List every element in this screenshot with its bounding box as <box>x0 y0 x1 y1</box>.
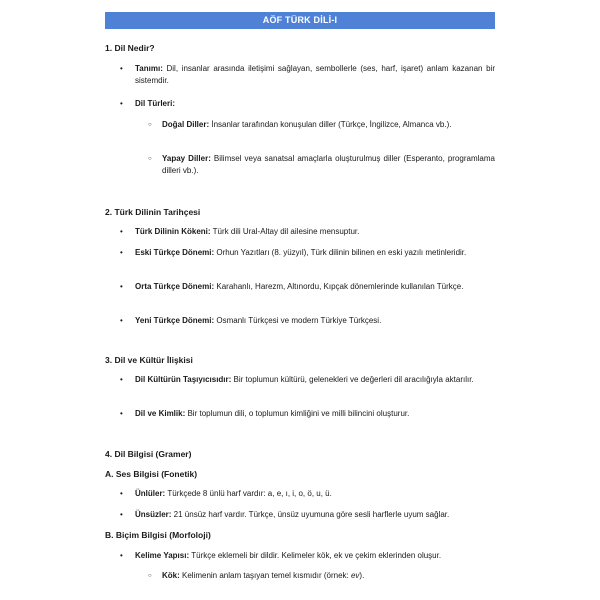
bullet-icon: • <box>120 409 123 418</box>
list-item-unluler <box>120 488 495 500</box>
term-kok: Kök: <box>162 571 180 580</box>
text-eski: Orhun Yazıtları (8. yüzyıl), Türk dilinin bilinen en eski yazılı metinleridir. <box>214 248 467 257</box>
term-dogal: Doğal Diller: <box>162 120 210 129</box>
term-kelime: Kelime Yapısı: <box>135 551 190 560</box>
term-koken: Türk Dilinin Kökeni: <box>135 227 211 236</box>
term-tanim: Tanımı: <box>135 64 163 73</box>
document-page <box>105 12 495 29</box>
list-item-dil-turleri <box>120 98 495 110</box>
text-yapay: Bilimsel veya sanatsal amaçlarla oluşturulmuş diller (Esperanto, programlama dilleri vb.). <box>162 154 495 175</box>
section-2-heading: 2. Türk Dilinin Tarihçesi <box>105 207 201 217</box>
list-item-tasiyici <box>120 374 495 386</box>
section-3-heading: 3. Dil ve Kültür İlişkisi <box>105 355 193 365</box>
bullet-icon: • <box>120 489 123 498</box>
term-yapay: Yapay Diller: <box>162 154 211 163</box>
bullet-icon: • <box>120 551 123 560</box>
document-title: AÖF TÜRK DİLİ-I <box>105 12 495 29</box>
text-tanim: Dil, insanlar arasında iletişimi sağlayan, sembollerle (ses, harf, işaret) anlam kazanan bir sistemdir. <box>135 64 495 85</box>
list-item-kok <box>148 570 495 582</box>
bullet-icon: • <box>120 375 123 384</box>
term-dil-turleri: Dil Türleri: <box>135 99 176 108</box>
circle-bullet-icon: ○ <box>148 573 152 579</box>
term-kimlik: Dil ve Kimlik: <box>135 409 186 418</box>
term-eski: Eski Türkçe Dönemi: <box>135 248 215 257</box>
text-yeni: Osmanlı Türkçesi ve modern Türkiye Türkçesi. <box>214 316 382 325</box>
list-item-yeni-turkce <box>120 315 495 327</box>
list-item-dogal-diller <box>148 119 495 131</box>
term-yeni: Yeni Türkçe Dönemi: <box>135 316 215 325</box>
bullet-icon: • <box>120 248 123 257</box>
list-item-orta-turkce <box>120 281 495 293</box>
bullet-icon: • <box>120 510 123 519</box>
list-item-kimlik <box>120 408 495 420</box>
bullet-icon: • <box>120 99 123 108</box>
term-unsuzler: Ünsüzler: <box>135 510 172 519</box>
bullet-icon: • <box>120 282 123 291</box>
list-item-koken <box>120 226 495 238</box>
circle-bullet-icon: ○ <box>148 156 152 162</box>
text-unluler: Türkçede 8 ünlü harf vardır: a, e, ı, i, o, ö, u, ü. <box>165 489 332 498</box>
list-item-kelime-yapisi <box>120 550 495 562</box>
section-1-heading: 1. Dil Nedir? <box>105 43 155 53</box>
text-unsuzler: 21 ünsüz harf vardır. Türkçe, ünsüz uyumuna göre sesli harflerle uyum sağlar. <box>171 510 450 519</box>
text-kok-tail: ). <box>359 571 365 580</box>
section-4-heading: 4. Dil Bilgisi (Gramer) <box>105 449 192 459</box>
text-kelime: Türkçe eklemeli bir dildir. Kelimeler kök, ek ve çekim eklerinden oluşur. <box>189 551 442 560</box>
circle-bullet-icon: ○ <box>148 122 152 128</box>
list-item-eski-turkce <box>120 247 495 259</box>
bullet-icon: • <box>120 227 123 236</box>
list-item-tanim <box>120 63 495 87</box>
text-kok: Kelimenin anlam taşıyan temel kısmıdır (örnek: <box>179 571 351 580</box>
bullet-icon: • <box>120 316 123 325</box>
text-koken: Türk dili Ural-Altay dil ailesine mensuptur. <box>210 227 360 236</box>
text-dogal: İnsanlar tarafından konuşulan diller (Türkçe, İngilizce, Almanca vb.). <box>209 120 452 129</box>
text-tasiyici: Bir toplumun kültürü, gelenekleri ve değerleri dil aracılığıyla aktarılır. <box>231 375 474 384</box>
term-unluler: Ünlüler: <box>135 489 166 498</box>
term-tasiyici: Dil Kültürün Taşıyıcısıdır: <box>135 375 232 384</box>
list-item-yapay-diller <box>148 153 495 177</box>
text-kimlik: Bir toplumun dili, o toplumun kimliğini ve milli bilincini oluşturur. <box>185 409 410 418</box>
subsection-bicim-bilgisi: B. Biçim Bilgisi (Morfoloji) <box>105 530 211 540</box>
list-item-unsuzler <box>120 509 495 521</box>
subsection-ses-bilgisi: A. Ses Bilgisi (Fonetik) <box>105 469 198 479</box>
term-orta: Orta Türkçe Dönemi: <box>135 282 215 291</box>
example-kok: ev <box>350 571 360 580</box>
bullet-icon: • <box>120 64 123 73</box>
text-orta: Karahanlı, Harezm, Altınordu, Kıpçak dönemlerinde kullanılan Türkçe. <box>214 282 464 291</box>
